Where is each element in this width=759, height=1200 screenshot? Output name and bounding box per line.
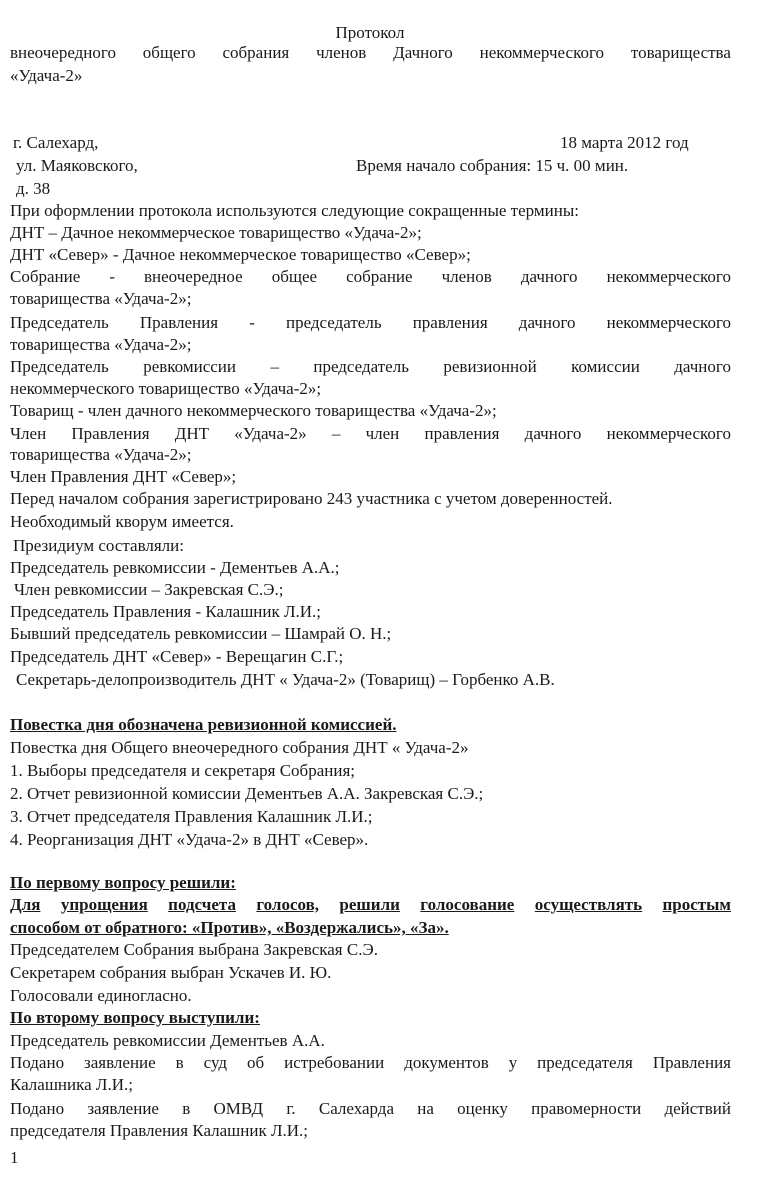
justified-word: Правления (71, 424, 150, 443)
justified-word: решили (339, 895, 400, 914)
presidium-member: Председатель Правления - Калашник Л.И.; (10, 602, 322, 621)
justified-word: истребовании (284, 1053, 385, 1072)
terms-intro: При оформлении протокола используются следующие сокращенные термины: (10, 201, 579, 220)
justified-word: член (365, 424, 400, 443)
presidium-member: Секретарь-делопроизводитель ДНТ « Удача-2» (Товарищ) – Горбенко А.В. (16, 670, 555, 689)
document-title: Протокол (335, 23, 405, 42)
justified-word: об (247, 1053, 265, 1072)
justified-word: - (109, 267, 115, 286)
justified-word: Собрание (10, 267, 81, 286)
justified-word: г. (286, 1099, 296, 1118)
document-subtitle-line1 (10, 43, 731, 63)
agenda-heading: Повестка дня обозначена ревизионной комиссией. (10, 715, 397, 734)
justified-word: осуществлять (534, 895, 643, 914)
justified-word: Подано (10, 1053, 65, 1072)
justified-word: действий (664, 1099, 731, 1118)
justified-word: голосов, (256, 895, 320, 914)
justified-word: в (182, 1099, 191, 1118)
justified-word: подсчета (168, 895, 236, 914)
justified-word: дачного (518, 313, 576, 332)
q2-claim2-line2: председателя Правления Калашник Л.И.; (10, 1121, 309, 1140)
justified-word: правления (424, 424, 500, 443)
justified-word: дачного (674, 357, 731, 376)
justified-word: заявление (87, 1099, 159, 1118)
registration-count: Перед началом собрания зарегистрировано 243 участника с учетом доверенностей. (10, 489, 613, 508)
justified-word: правомерности (531, 1099, 642, 1118)
justified-word: собрание (346, 267, 413, 286)
justified-word: на (417, 1099, 434, 1118)
justified-word: «Удача-2» (234, 424, 307, 443)
q2-speaker: Председатель ревкомиссии Дементьев А.А. (10, 1031, 325, 1050)
justified-word: упрощения (60, 895, 148, 914)
justified-word: документов (404, 1053, 489, 1072)
justified-word: суд (203, 1053, 228, 1072)
justified-word: правления (412, 313, 488, 332)
justified-word: дачного (524, 424, 582, 443)
presidium-heading: Президиум составляли: (13, 536, 184, 555)
justified-word: Правления (139, 313, 219, 332)
term-pred-pravl-line1 (10, 313, 731, 333)
justified-word: ревкомиссии (143, 357, 237, 376)
justified-word: Правления (652, 1053, 731, 1072)
justified-word: – (331, 424, 341, 443)
term-pred-pravl-line2: товарищества «Удача-2»; (10, 335, 192, 354)
meeting-date: 18 марта 2012 год (560, 133, 689, 152)
justified-word: дачного (520, 267, 578, 286)
justified-word: внеочередное (144, 267, 243, 286)
justified-word: председатель (285, 313, 382, 332)
term-sobranie-line2: товарищества «Удача-2»; (10, 289, 192, 308)
presidium-member: Бывший председатель ревкомиссии – Шамрай О. Н.; (10, 624, 392, 643)
justified-word: заявление (84, 1053, 156, 1072)
justified-word: Член (10, 424, 47, 443)
agenda-item: 3. Отчет председателя Правления Калашник Л.И.; (10, 807, 373, 826)
term-dnt-sever: ДНТ «Север» - Дачное некоммерческое товарищество «Север»; (10, 245, 471, 264)
q1-heading: По первому вопросу решили: (10, 873, 236, 892)
page-number: 1 (10, 1148, 19, 1167)
meeting-house: д. 38 (16, 179, 51, 198)
justified-word: некоммерческого (479, 43, 605, 62)
q2-claim1-line1 (10, 1053, 731, 1073)
document-subtitle-line2: «Удача-2» (10, 66, 83, 85)
term-sobranie-line1 (10, 267, 731, 287)
justified-word: простым (662, 895, 731, 914)
meeting-street: ул. Маяковского, (16, 156, 138, 175)
q2-claim2-line1 (10, 1099, 731, 1119)
q1-chair: Председателем Собрания выбрана Закревская С.Э. (10, 940, 378, 959)
justified-word: оценку (457, 1099, 508, 1118)
justified-word: собрания (222, 43, 290, 62)
q2-claim1-line2: Калашника Л.И.; (10, 1075, 133, 1094)
justified-word: Подано (10, 1099, 65, 1118)
justified-word: ОМВД (213, 1099, 264, 1118)
q1-decision-line1 (10, 895, 731, 915)
agenda-item: 1. Выборы председателя и секретаря Собрания; (10, 761, 355, 780)
justified-word: - (249, 313, 255, 332)
justified-word: внеочередного (10, 43, 116, 62)
justified-word: членов (441, 267, 492, 286)
agenda-item: 4. Реорганизация ДНТ «Удача-2» в ДНТ «Север». (10, 830, 369, 849)
q1-vote: Голосовали единогласно. (10, 986, 192, 1005)
q2-heading: По второму вопросу выступили: (10, 1008, 260, 1027)
q1-secretary: Секретарем собрания выбран Ускачев И. Ю. (10, 963, 332, 982)
justified-word: комиссии (571, 357, 640, 376)
justified-word: Председатель (10, 313, 109, 332)
term-dnt: ДНТ – Дачное некоммерческое товарищество «Удача-2»; (10, 223, 422, 242)
justified-word: Дачного (393, 43, 453, 62)
presidium-member: Член ревкомиссии – Закревская С.Э.; (14, 580, 284, 599)
justified-word: голосование (420, 895, 515, 914)
justified-word: Салехарда (318, 1099, 395, 1118)
justified-word: – (270, 357, 279, 376)
presidium-member: Председатель ДНТ «Север» - Верещагин С.Г.; (10, 647, 344, 666)
justified-word: общего (142, 43, 196, 62)
justified-word: председатель (313, 357, 409, 376)
q1-decision-line2: способом от обратного: «Против», «Воздержались», «За». (10, 918, 449, 937)
justified-word: членов (316, 43, 367, 62)
justified-word: Для (10, 895, 41, 914)
justified-word: некоммерческого (606, 313, 731, 332)
term-pred-revkom-line2: некоммерческого товарищество «Удача-2»; (10, 379, 322, 398)
justified-word: ДНТ (174, 424, 210, 443)
meeting-city: г. Салехард, (13, 133, 99, 152)
justified-word: некоммерческого (606, 424, 731, 443)
term-pred-revkom-line1 (10, 357, 731, 377)
meeting-start-time: Время начало собрания: 15 ч. 00 мин. (356, 156, 629, 175)
term-chlen-pravl-line2: товарищества «Удача-2»; (10, 445, 192, 464)
agenda-subheading: Повестка дня Общего внеочередного собрания ДНТ « Удача-2» (10, 738, 469, 757)
agenda-item: 2. Отчет ревизионной комиссии Дементьев А.А. Закревская С.Э.; (10, 784, 484, 803)
justified-word: товарищества (630, 43, 731, 62)
justified-word: общее (271, 267, 318, 286)
justified-word: у (508, 1053, 518, 1072)
presidium-member: Председатель ревкомиссии - Дементьев А.А.; (10, 558, 340, 577)
justified-word: председателя (537, 1053, 633, 1072)
term-tovarish: Товарищ - член дачного некоммерческого товарищества «Удача-2»; (10, 401, 497, 420)
justified-word: некоммерческого (606, 267, 731, 286)
justified-word: Председатель (10, 357, 109, 376)
quorum-status: Необходимый кворум имеется. (10, 512, 234, 531)
justified-word: в (175, 1053, 184, 1072)
term-chlen-pravl-line1 (10, 424, 731, 444)
justified-word: ревизионной (443, 357, 537, 376)
term-chlen-pravl-sever: Член Правления ДНТ «Север»; (10, 467, 237, 486)
